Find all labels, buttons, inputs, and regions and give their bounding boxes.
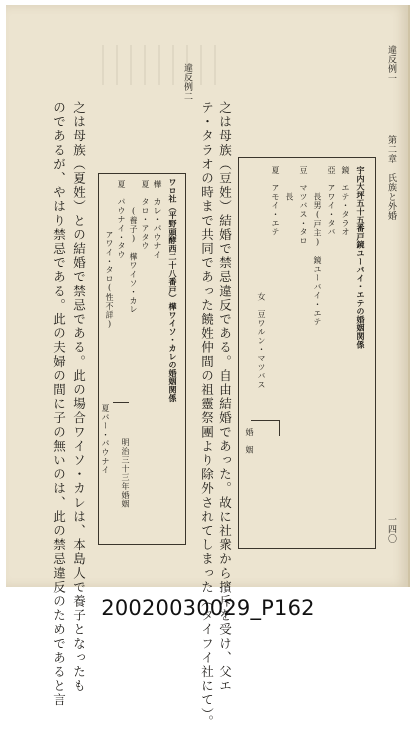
body-text-line: 之は母族（豆姓）結婚で禁忌違反である。自由結婚であった。故に社衆から擯斥を受け、父エ: [217, 101, 233, 694]
genealogy-entry: (養子) 樺ワイソ・カレ: [129, 180, 138, 314]
body-text-line: 之は母族（夏姓）との結婚で禁忌である。此の場合ワイソ・カレは、本島人で養子となったも: [71, 101, 87, 694]
bleed-through-shadow: [102, 45, 222, 85]
genealogy-entry: 長男(戸主) 鏡ユーバイ・エテ: [313, 166, 322, 327]
genealogy-entry: 夏 タロ・アタウ: [141, 180, 150, 251]
image-caption: 20020030029_P162: [101, 596, 315, 620]
running-head-chapter: 第二章 氏族と外婚: [386, 135, 396, 221]
page-number: 一四〇: [386, 515, 396, 544]
body-text-line: のであるが、やはり禁忌である。此の夫婦の間に子の無いのは、此の禁忌違反のためであると言: [51, 101, 67, 708]
genealogy-entry: 夏パー・パウナイ: [101, 404, 110, 475]
genealogy-entry: 鏡 エテ・タラオ: [341, 166, 350, 237]
genealogy-entry: 夏 アモイ・エテ: [271, 166, 280, 237]
genealogy-entry: 婚 姻: [245, 428, 254, 455]
genealogy-entry: アワイ・タロ(性不詳): [105, 204, 114, 330]
genealogy-entry: 長: [285, 166, 294, 202]
genealogy-title-left: ワロ社（平野頭酵西二十八番戸）樺ワイソ・カレの婚姻関係: [168, 178, 178, 403]
genealogy-connector: [251, 420, 280, 421]
genealogy-connector: [279, 420, 280, 436]
genealogy-box-right: [238, 157, 376, 549]
genealogy-entry: 夏 パウナイ・タウ: [117, 180, 126, 260]
genealogy-entry: 女 豆ワルン・マツバス: [257, 266, 266, 390]
genealogy-title-right: 宇内大坪五十五番戸鏡ユーバイ・エテの婚姻関係: [356, 166, 366, 349]
genealogy-box-left: [98, 173, 186, 545]
running-head-section: 違反例一: [386, 45, 396, 83]
section-heading-2: 違反例二: [182, 63, 192, 101]
genealogy-entry: 明治三十三年婚姻: [121, 438, 130, 509]
genealogy-entry: 樺 カレ・パウナイ: [153, 180, 162, 260]
genealogy-entry: 豆 マツバス・タロ: [299, 166, 308, 246]
body-text-line: テ・タラオの時まで共同であった饒姓仲間の祖靈祭團より除外されてしまった（タイフイ社にて）。: [199, 101, 215, 729]
genealogy-entry: 亞 アワイ・タバ: [327, 166, 336, 237]
genealogy-connector: [113, 402, 129, 403]
